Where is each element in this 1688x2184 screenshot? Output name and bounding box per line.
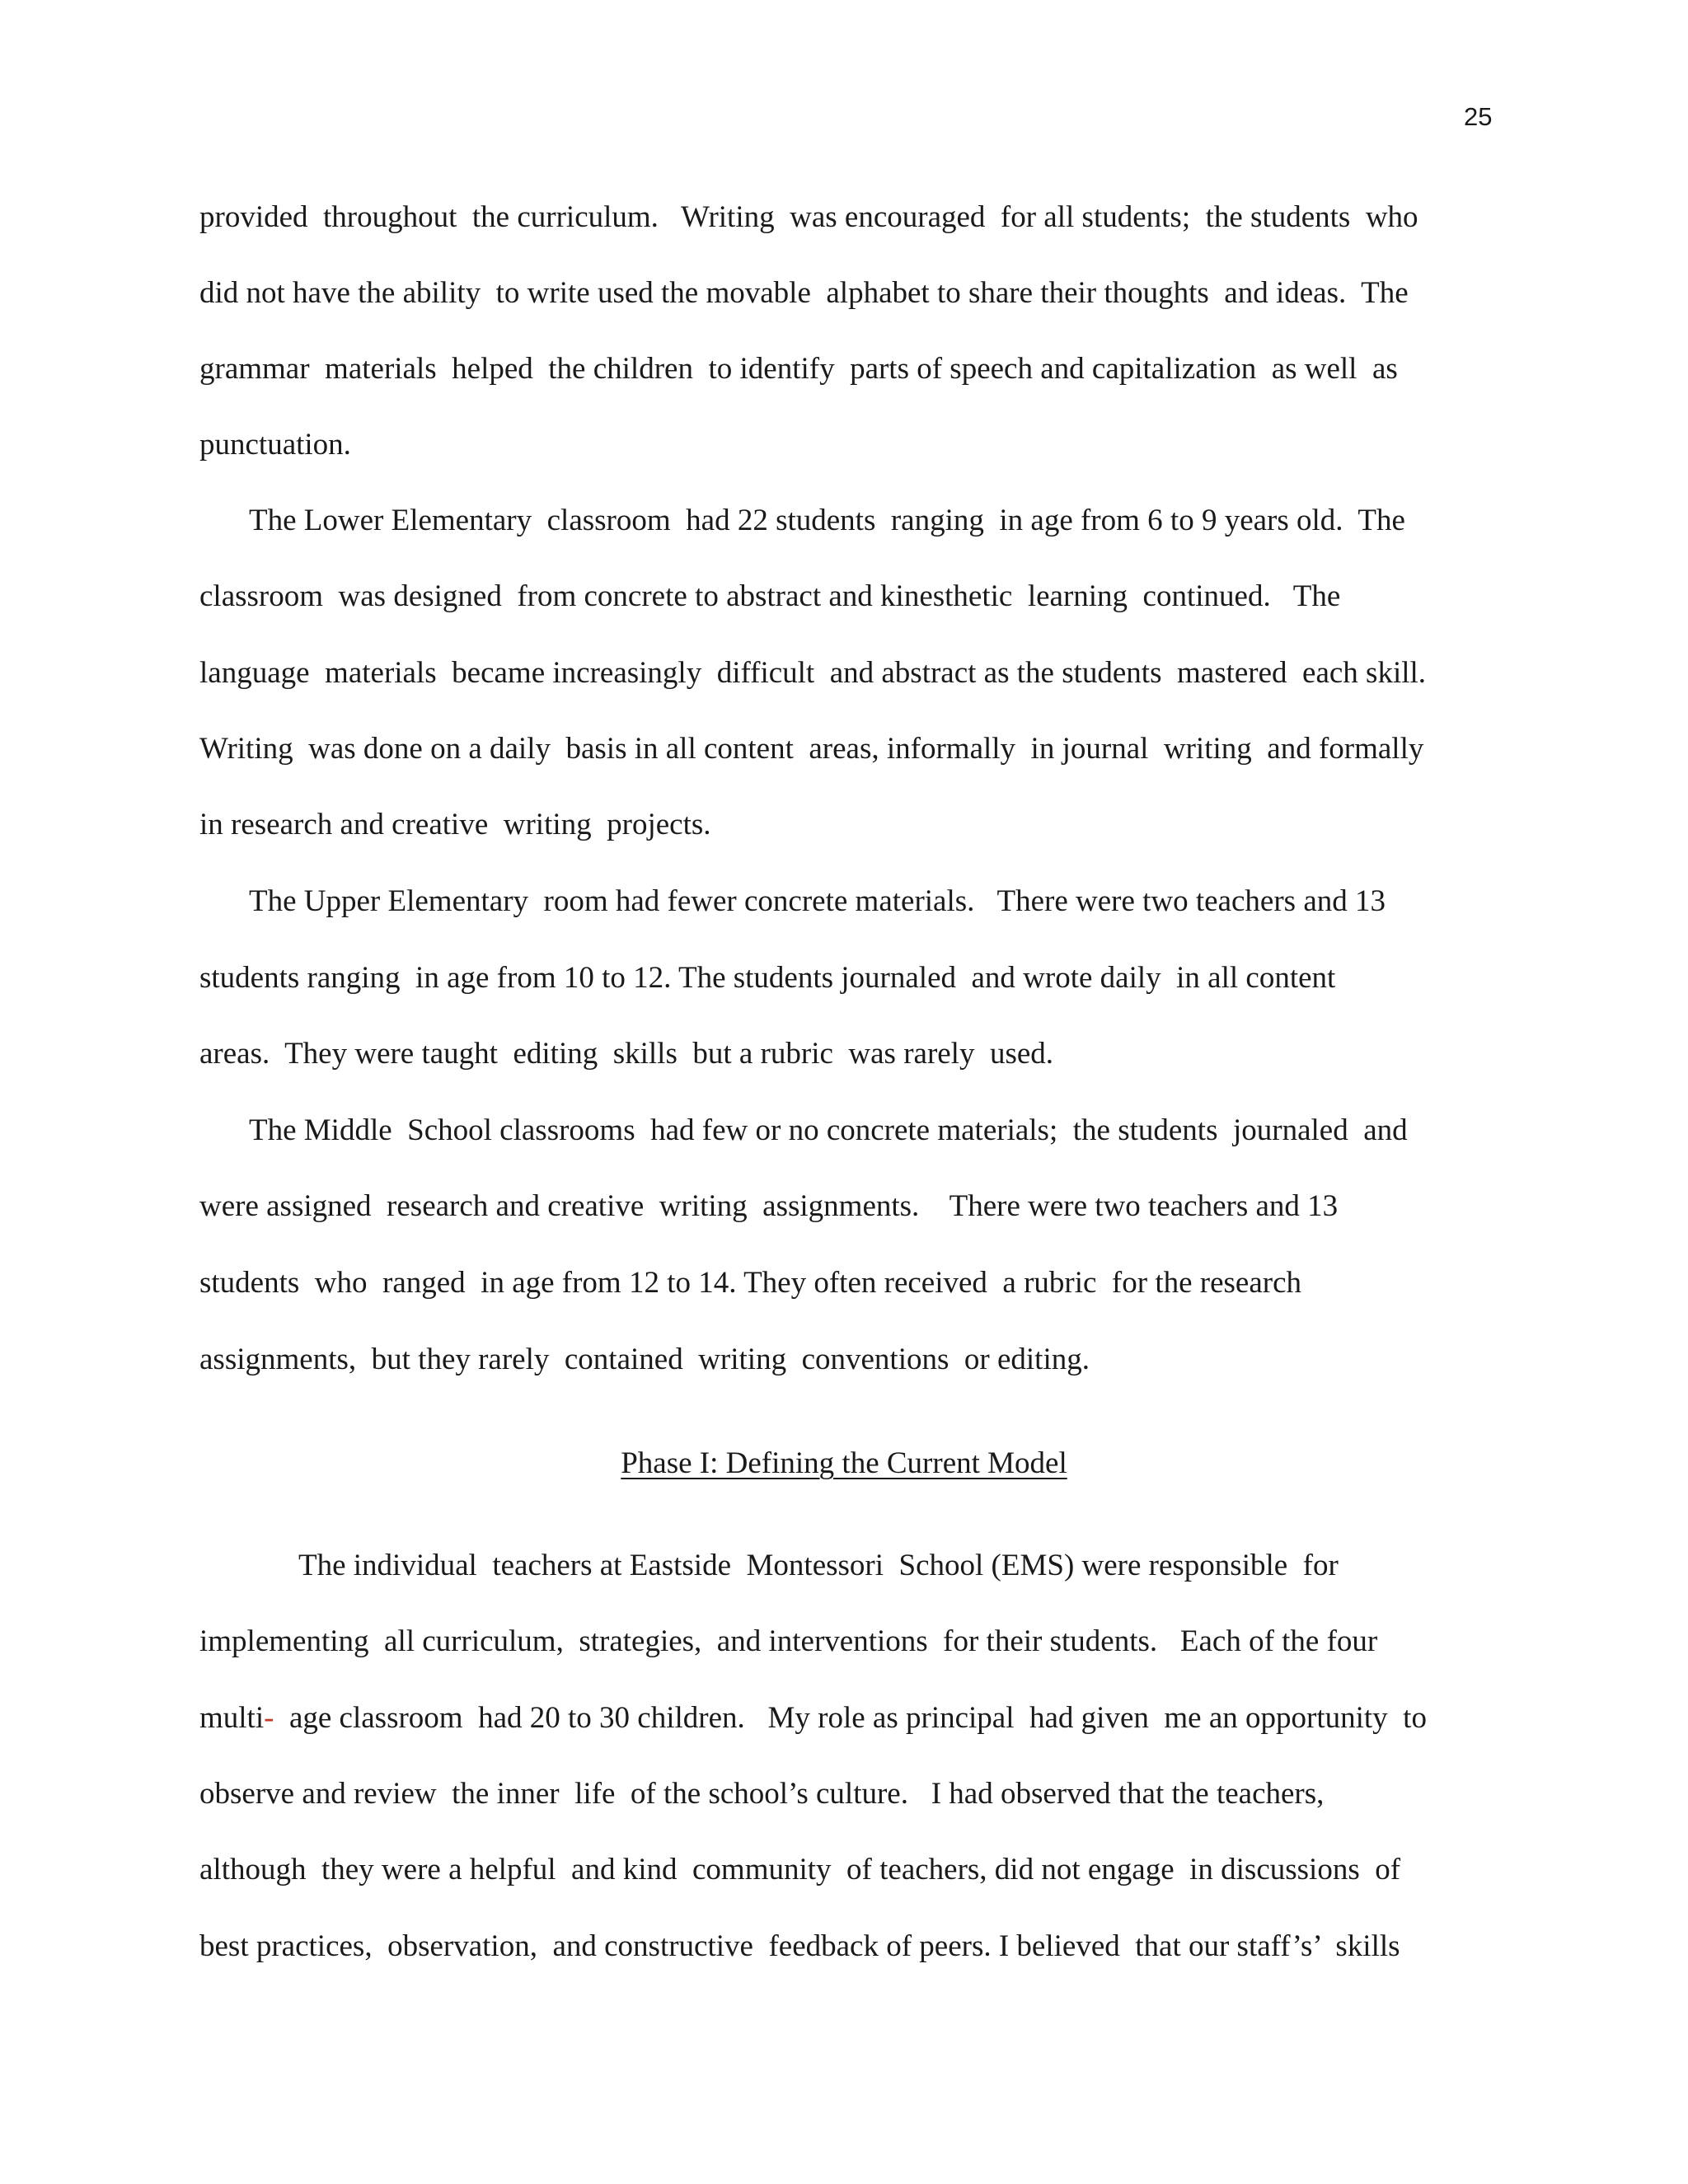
body-line: The Upper Elementary room had fewer concrete materials. There were two teachers and 13 bbox=[249, 884, 1386, 918]
body-line: The individual teachers at Eastside Montessori School (EMS) were responsible for bbox=[298, 1549, 1339, 1582]
multi-prefix: multi bbox=[199, 1701, 265, 1735]
body-line: students ranging in age from 10 to 12. The students journaled and wrote daily in all content bbox=[199, 961, 1336, 995]
body-line: grammar materials helped the children to identify parts of speech and capitalization as well as bbox=[199, 352, 1398, 386]
hyphen-mark: - bbox=[264, 1701, 274, 1735]
body-line: implementing all curriculum, strategies, and interventions for their students. Each of the four bbox=[199, 1624, 1378, 1658]
section-heading-text: Phase I: Defining the Current Model bbox=[621, 1446, 1067, 1480]
body-line: observe and review the inner life of the school’s culture. I had observed that the teachers, bbox=[199, 1777, 1325, 1811]
body-line: in research and creative writing projects. bbox=[199, 808, 711, 841]
body-line: The Lower Elementary classroom had 22 students ranging in age from 6 to 9 years old. The bbox=[249, 504, 1405, 537]
body-line-multi bbox=[199, 1699, 1427, 1738]
body-line: assignments, but they rarely contained writing conventions or editing. bbox=[199, 1343, 1090, 1376]
section-heading bbox=[0, 1444, 1688, 1483]
body-line: areas. They were taught editing skills but a rubric was rarely used. bbox=[199, 1037, 1054, 1071]
body-line: language materials became increasingly difficult and abstract as the students mastered each skill. bbox=[199, 656, 1427, 690]
body-line: best practices, observation, and constructive feedback of peers. I believed that our staff’s’ skills bbox=[199, 1929, 1400, 1963]
body-line: The Middle School classrooms had few or no concrete materials; the students journaled and bbox=[249, 1113, 1408, 1147]
body-line: Writing was done on a daily basis in all content areas, informally in journal writing and formally bbox=[199, 732, 1424, 766]
body-line: were assigned research and creative writing assignments. There were two teachers and 13 bbox=[199, 1189, 1339, 1223]
body-line: punctuation. bbox=[199, 428, 351, 462]
body-line: classroom was designed from concrete to abstract and kinesthetic learning continued. The bbox=[199, 579, 1341, 613]
body-line: did not have the ability to write used the movable alphabet to share their thoughts and ideas. The bbox=[199, 276, 1409, 310]
body-line: provided throughout the curriculum. Writing was encouraged for all students; the students who bbox=[199, 200, 1418, 234]
body-line-rest: age classroom had 20 to 30 children. My role as principal had given me an opportunity to bbox=[288, 1701, 1427, 1735]
page-number: 25 bbox=[1464, 102, 1493, 131]
body-line: students who ranged in age from 12 to 14. They often received a rubric for the research bbox=[199, 1266, 1302, 1300]
body-line: although they were a helpful and kind community of teachers, did not engage in discussions of bbox=[199, 1853, 1401, 1886]
